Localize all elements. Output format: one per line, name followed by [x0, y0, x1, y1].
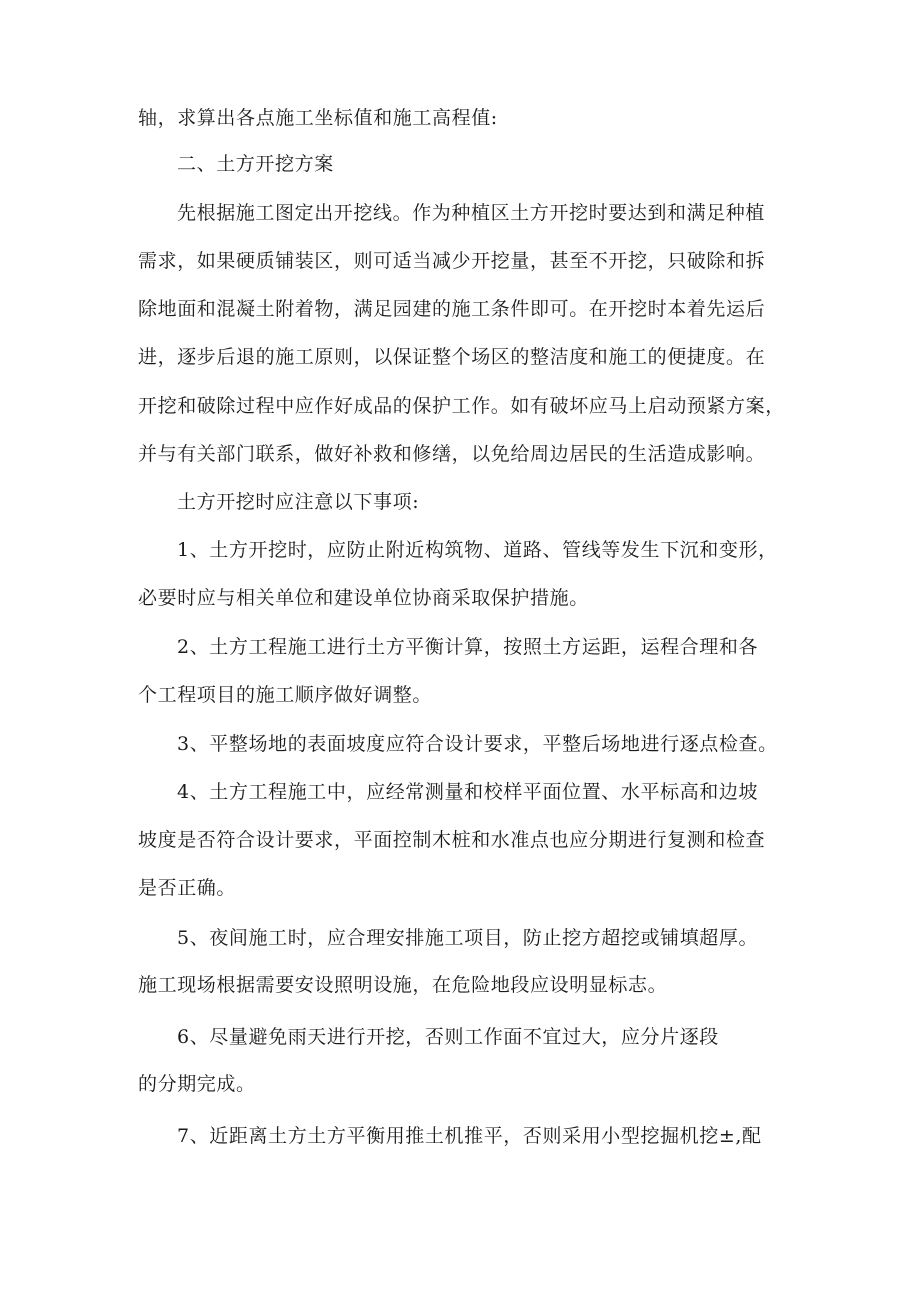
section-heading: 二、土方开挖方案 — [177, 153, 334, 175]
text-line: 轴，求算出各点施工坐标值和施工高程值: — [138, 107, 498, 129]
text-line: 必要时应与相关单位和建设单位协商采取保护措施。 — [138, 587, 589, 609]
text-line: 坡度是否符合设计要求，平面控制木桩和水准点也应分期进行复测和检查 — [138, 829, 766, 851]
list-item-2: 2、土方工程施工进行土方平衡计算，按照土方运距，运程合理和各 — [177, 636, 759, 658]
list-item-1: 1、土方开挖时，应防止附近构筑物、道路、管线等发生下沉和变形， — [177, 539, 778, 561]
text-line: 是否正确。 — [138, 877, 237, 899]
list-item-5: 5、夜间施工时，应合理安排施工项目，防止挖方超挖或铺填超厚。 — [177, 927, 759, 949]
text-line: 个工程项目的施工顺序做好调整。 — [138, 684, 433, 706]
list-item-4: 4、土方工程施工中，应经常测量和校样平面位置、水平标高和边坡 — [177, 781, 759, 803]
text-line: 的分期完成。 — [138, 1073, 256, 1095]
text-line: 先根据施工图定出开挖线。作为种植区土方开挖时要达到和满足种植 — [177, 202, 766, 224]
text-line: 开挖和破除过程中应作好成品的保护工作。如有破坏应马上启动预紧方案， — [138, 395, 785, 417]
text-line: 除地面和混凝土附着物，满足园建的施工条件即可。在开挖时本着先运后 — [138, 298, 766, 320]
text-line: 进，逐步后退的施工原则，以保证整个场区的整洁度和施工的便捷度。在 — [138, 346, 766, 368]
text-line: 需求，如果硬质铺装区，则可适当减少开挖量，甚至不开挖，只破除和拆 — [138, 250, 766, 272]
list-item-3: 3、平整场地的表面坡度应符合设计要求，平整后场地进行逐点检查。 — [177, 733, 778, 755]
text-line: 施工现场根据需要安设照明设施，在危险地段应设明显标志。 — [138, 974, 668, 996]
list-item-7: 7、近距离土方土方平衡用推土机推平，否则采用小型挖掘机挖±,配 — [177, 1125, 762, 1147]
text-line: 土方开挖时应注意以下事项: — [177, 491, 420, 513]
text-line: 并与有关部门联系，做好补救和修缮，以免给周边居民的生活造成影响。 — [138, 443, 766, 465]
list-item-6: 6、尽量避免雨天进行开挖，否则工作面不宜过大，应分片逐段 — [177, 1026, 719, 1048]
